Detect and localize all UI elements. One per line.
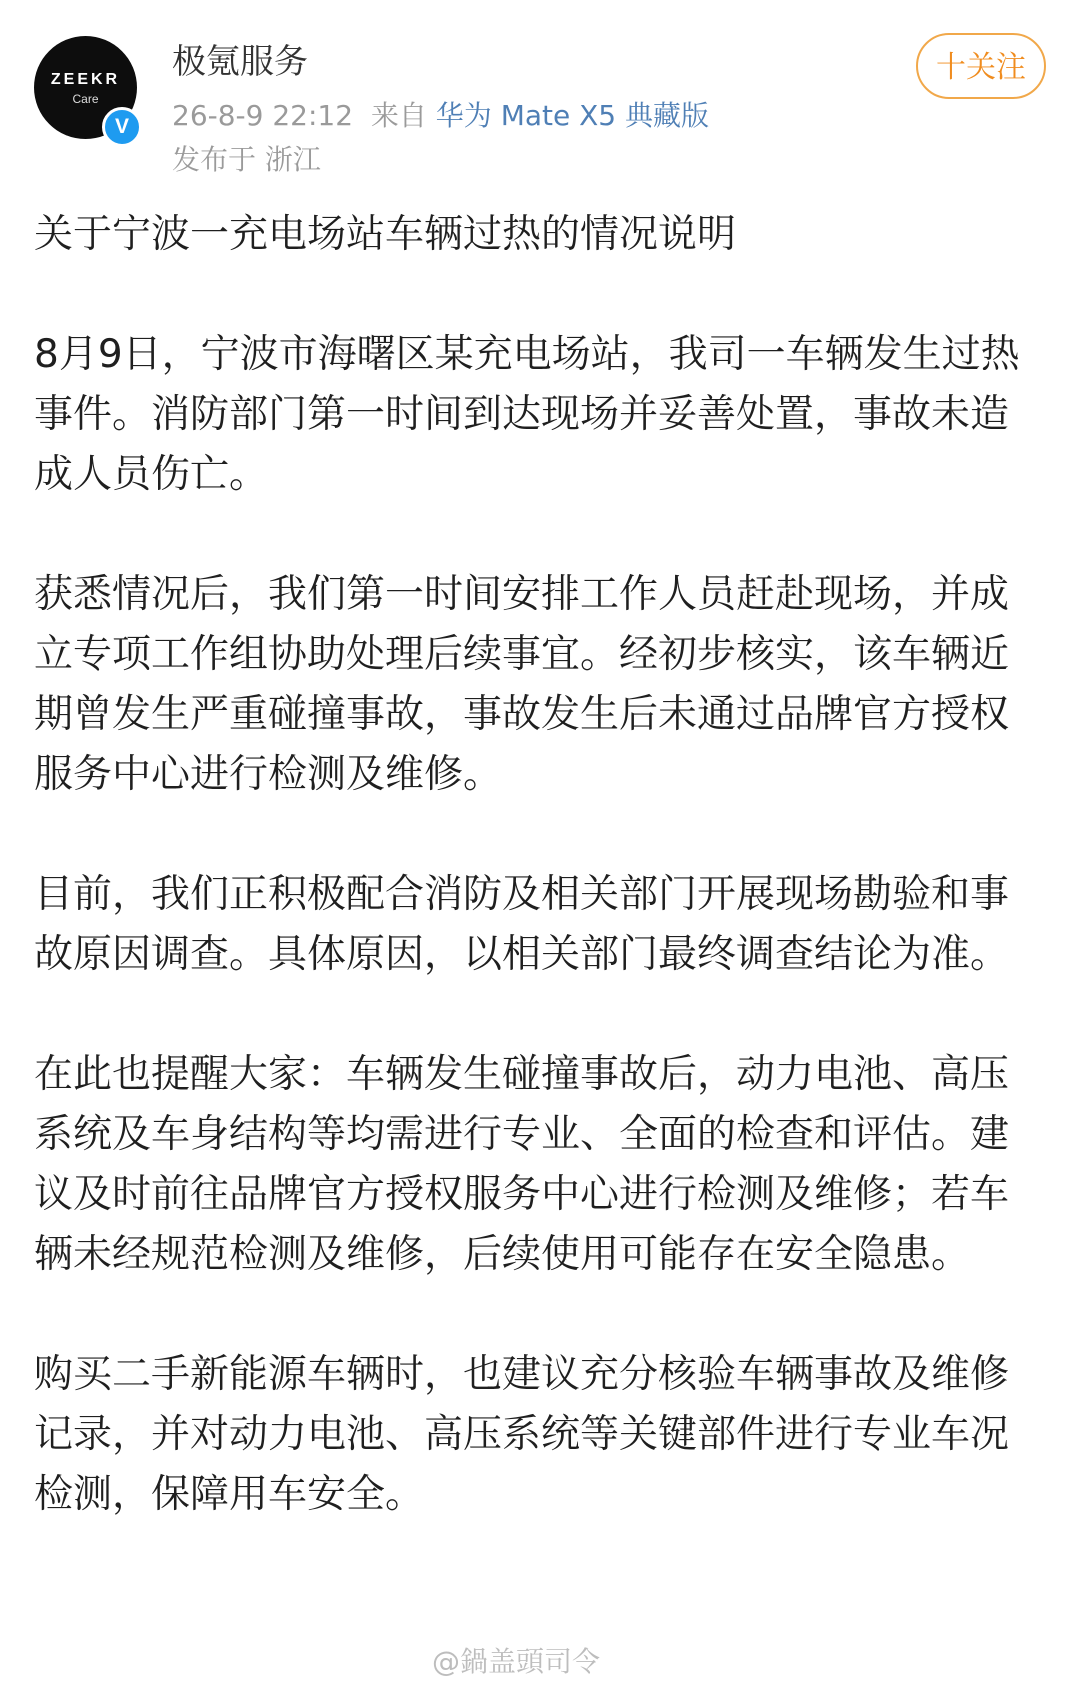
- post-header: [0, 0, 1080, 190]
- post-title: 关于宁波一充电场站车辆过热的情况说明: [34, 212, 737, 257]
- follow-button[interactable]: 十关注: [916, 33, 1046, 99]
- paragraph-4: 在此也提醒大家：车辆发生碰撞事故后，动力电池、高压系统及车身结构等均需进行专业、全面的检查和评估。建议及时前往品牌官方授权服务中心进行检测及维修；若车辆未经规范检测及维修，后续使用可能存在安全隐患。: [34, 1052, 1010, 1277]
- source-prefix: 来自: [370, 99, 427, 132]
- post-location: 发布于 浙江: [172, 143, 321, 176]
- post-content: [34, 205, 1044, 1585]
- author-name[interactable]: 极氪服务: [172, 42, 308, 82]
- paragraph-5: 购买二手新能源车辆时，也建议充分核验车辆事故及维修记录，并对动力电池、高压系统等关键部件进行专业车况检测，保障用车安全。: [34, 1352, 1010, 1517]
- paragraph-1: 8月9日，宁波市海曙区某充电场站，我司一车辆发生过热事件。消防部门第一时间到达现场并妥善处置，事故未造成人员伤亡。: [34, 332, 1020, 497]
- device-link[interactable]: 华为 Mate X5 典藏版: [435, 99, 710, 132]
- post-meta: [172, 98, 709, 134]
- avatar-sub-text: Care: [72, 92, 99, 106]
- paragraph-3: 目前，我们正积极配合消防及相关部门开展现场勘验和事故原因调查。具体原因，以相关部门最终调查结论为准。: [34, 872, 1010, 977]
- post-timestamp: 26-8-9 22:12: [172, 99, 354, 132]
- verified-badge-icon: V: [102, 107, 142, 147]
- paragraph-2: 获悉情况后，我们第一时间安排工作人员赶赴现场，并成立专项工作组协助处理后续事宜。经初步核实，该车辆近期曾发生严重碰撞事故，事故发生后未通过品牌官方授权服务中心进行检测及维修。: [34, 572, 1010, 797]
- watermark: @鍋盖頭司令: [432, 1645, 601, 1678]
- avatar-brand-text: ZEEKR: [50, 71, 121, 88]
